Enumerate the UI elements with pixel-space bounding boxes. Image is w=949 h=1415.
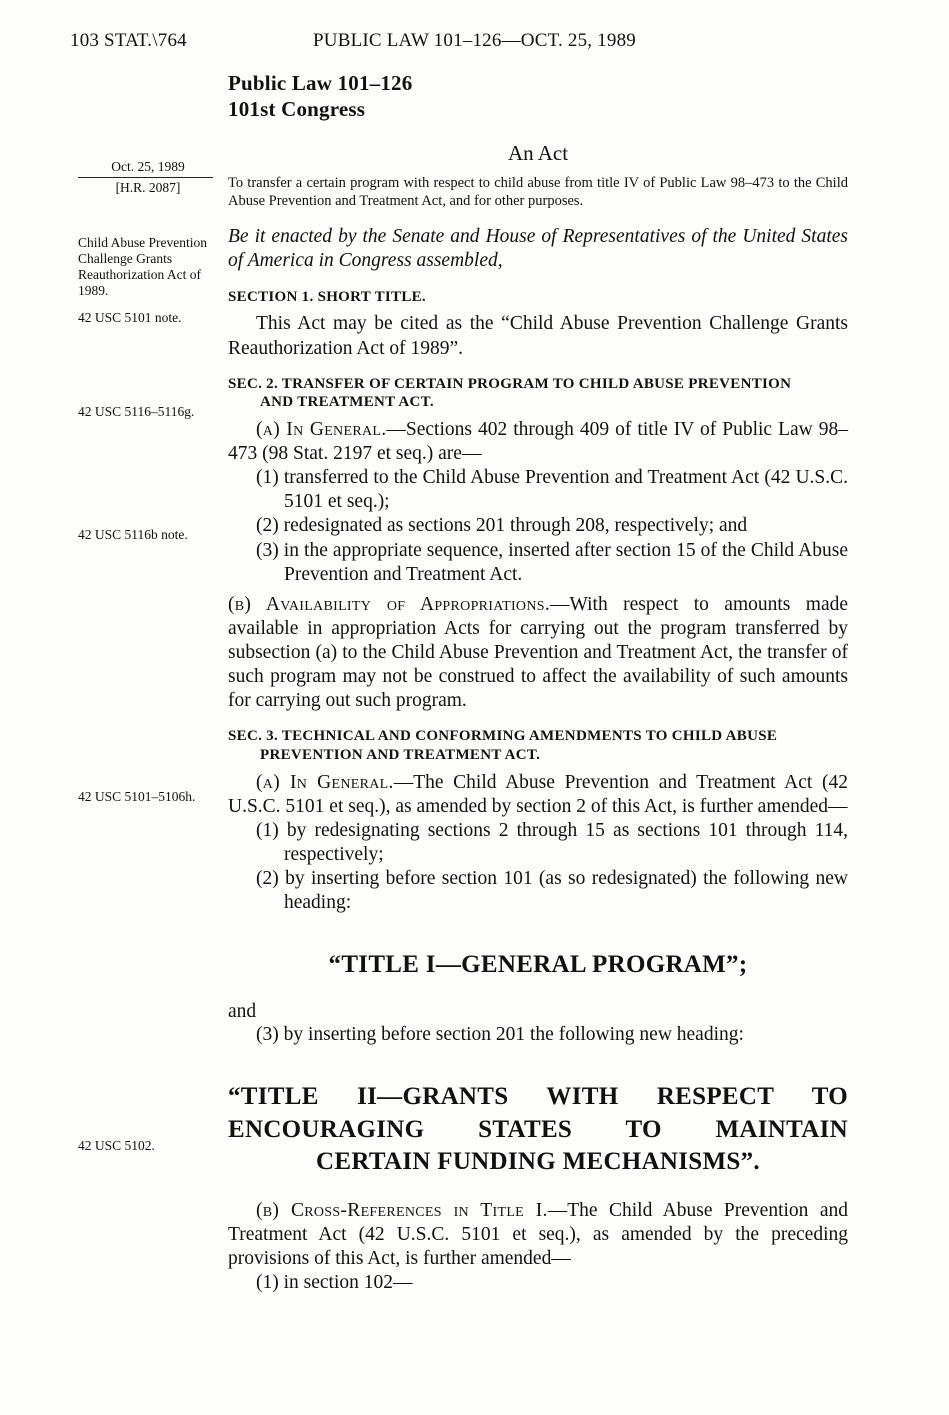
section-2a-item-1: (1) transferred to the Child Abuse Prevention and Treatment Act (42 U.S.C. 5101 et seq.);	[256, 467, 848, 513]
sidenote-bill-number: [H.R. 2087]	[115, 179, 181, 195]
public-law-header: PUBLIC LAW 101–126—OCT. 25, 1989	[313, 30, 636, 51]
section-2-heading-line1: SEC. 2. TRANSFER OF CERTAIN PROGRAM TO CHILD ABUSE PREVENTION	[228, 375, 792, 392]
section-2a-paragraph: (a) In General.—Sections 402 through 409 of title IV of Public Law 98–473 (98 Stat. 2197 et seq.) are—	[228, 419, 849, 465]
title-ii-line1: “TITLE II—GRANTS WITH RESPECT TO	[228, 1083, 848, 1111]
statute-page-number: 103 STAT.\764	[70, 30, 187, 51]
section-2a-text: —Sections 402 through 409 of title IV of Public Law 98–473 (98 Stat. 2197 et seq.) are—	[228, 419, 849, 465]
sidenote-usc-5102: 42 USC 5102.	[78, 1138, 155, 1153]
section-3b-paragraph: (b) Cross-References in Title I.—The Child Abuse Prevention and Treatment Act (42 U.S.C. 5101 et seq.), as amended by the preceding provisions of this Act, is further amended—	[228, 1199, 848, 1269]
section-2-heading-line2: AND TREATMENT ACT.	[260, 394, 434, 411]
sidenote-usc-5101-note: 42 USC 5101 note.	[78, 310, 182, 325]
section-3a-item-3: (3) by inserting before section 201 the following new heading:	[256, 1024, 744, 1046]
connector-and: and	[228, 1001, 257, 1023]
section-2b-paragraph: (b) Availability of Appropriations.—With respect to amounts made available in appropriation Acts for carrying out the program transferred by subsection (a) to the Child Abuse Prevention and Treatment Act, the transfer of such program may not be construed to affect the availability of such amounts for carrying out such program.	[228, 593, 849, 711]
title-ii-line3: CERTAIN FUNDING MECHANISMS”.	[316, 1148, 760, 1176]
sidenote-date-block	[78, 159, 218, 196]
sidenote-date: Oct. 25, 1989	[111, 159, 185, 174]
section-3b-item-1: (1) in section 102—	[256, 1271, 413, 1293]
sidenote-rule	[78, 177, 213, 178]
enacting-clause: Be it enacted by the Senate and House of Representatives of the United States of America in Congress assembled,	[228, 225, 848, 272]
section-2-heading	[228, 375, 848, 413]
section-2a-item-2: (2) redesignated as sections 201 through 208, respectively; and	[256, 515, 748, 537]
section-2a-item-3: (3) in the appropriate sequence, inserted after section 15 of the Child Abuse Prevention and Treatment Act.	[256, 539, 848, 585]
congress-number: 101st Congress	[228, 97, 366, 122]
title-ii-line2: ENCOURAGING STATES TO MAINTAIN	[228, 1115, 848, 1143]
title-ii-heading	[228, 1081, 848, 1179]
running-head	[0, 30, 949, 56]
section-1-heading: SECTION 1. SHORT TITLE.	[228, 288, 426, 305]
section-3a-text: —The Child Abuse Prevention and Treatment Act (42 U.S.C. 5101 et seq.), as amended by section 2 of this Act, is further amended—	[228, 771, 848, 817]
section-3-heading	[228, 727, 848, 765]
public-law-number: Public Law 101–126	[228, 71, 413, 95]
section-2b-text: —With respect to amounts made available in appropriation Acts for carrying out the program transferred by subsection (a) to the Child Abuse Prevention and Treatment Act, the transfer of such program may not be construed to affect the availability of such amounts for carrying out such program.	[228, 593, 849, 711]
section-3-heading-line2: PREVENTION AND TREATMENT ACT.	[260, 746, 541, 763]
section-3-heading-line1: SEC. 3. TECHNICAL AND CONFORMING AMENDMENTS TO CHILD ABUSE	[228, 728, 778, 745]
main-column	[228, 70, 848, 1295]
title-i-heading: “TITLE I—GENERAL PROGRAM”;	[328, 951, 748, 979]
sidenote-usc-5116b-note: 42 USC 5116b note.	[78, 527, 188, 542]
section-1-body: This Act may be cited as the “Child Abuse Prevention Challenge Grants Reauthorization Act of 1989”.	[228, 313, 848, 359]
section-3a-item-1: (1) by redesignating sections 2 through 15 as sections 101 through 114, respectively;	[256, 819, 848, 865]
sidenote-usc-5116: 42 USC 5116–5116g.	[78, 404, 195, 419]
an-act-heading: An Act	[507, 140, 569, 165]
preamble-text: To transfer a certain program with respect to child abuse from title IV of Public Law 98–473 to the Child Abuse Prevention and Treatment Act, and for other purposes.	[228, 174, 848, 210]
sidenote-short-title: Child Abuse Prevention Challenge Grants Reauthorization Act of 1989.	[78, 235, 207, 298]
section-3b-text: —The Child Abuse Prevention and Treatment Act (42 U.S.C. 5101 et seq.), as amended by the preceding provisions of this Act, is further amended—	[228, 1199, 848, 1269]
page-title	[228, 70, 848, 123]
section-3a-paragraph: (a) In General.—The Child Abuse Prevention and Treatment Act (42 U.S.C. 5101 et seq.), as amended by section 2 of this Act, is further amended—	[228, 771, 848, 817]
sidenote-usc-5101-5106h: 42 USC 5101–5106h.	[78, 789, 196, 804]
section-3a-item-2: (2) by inserting before section 101 (as so redesignated) the following new heading:	[256, 867, 848, 913]
